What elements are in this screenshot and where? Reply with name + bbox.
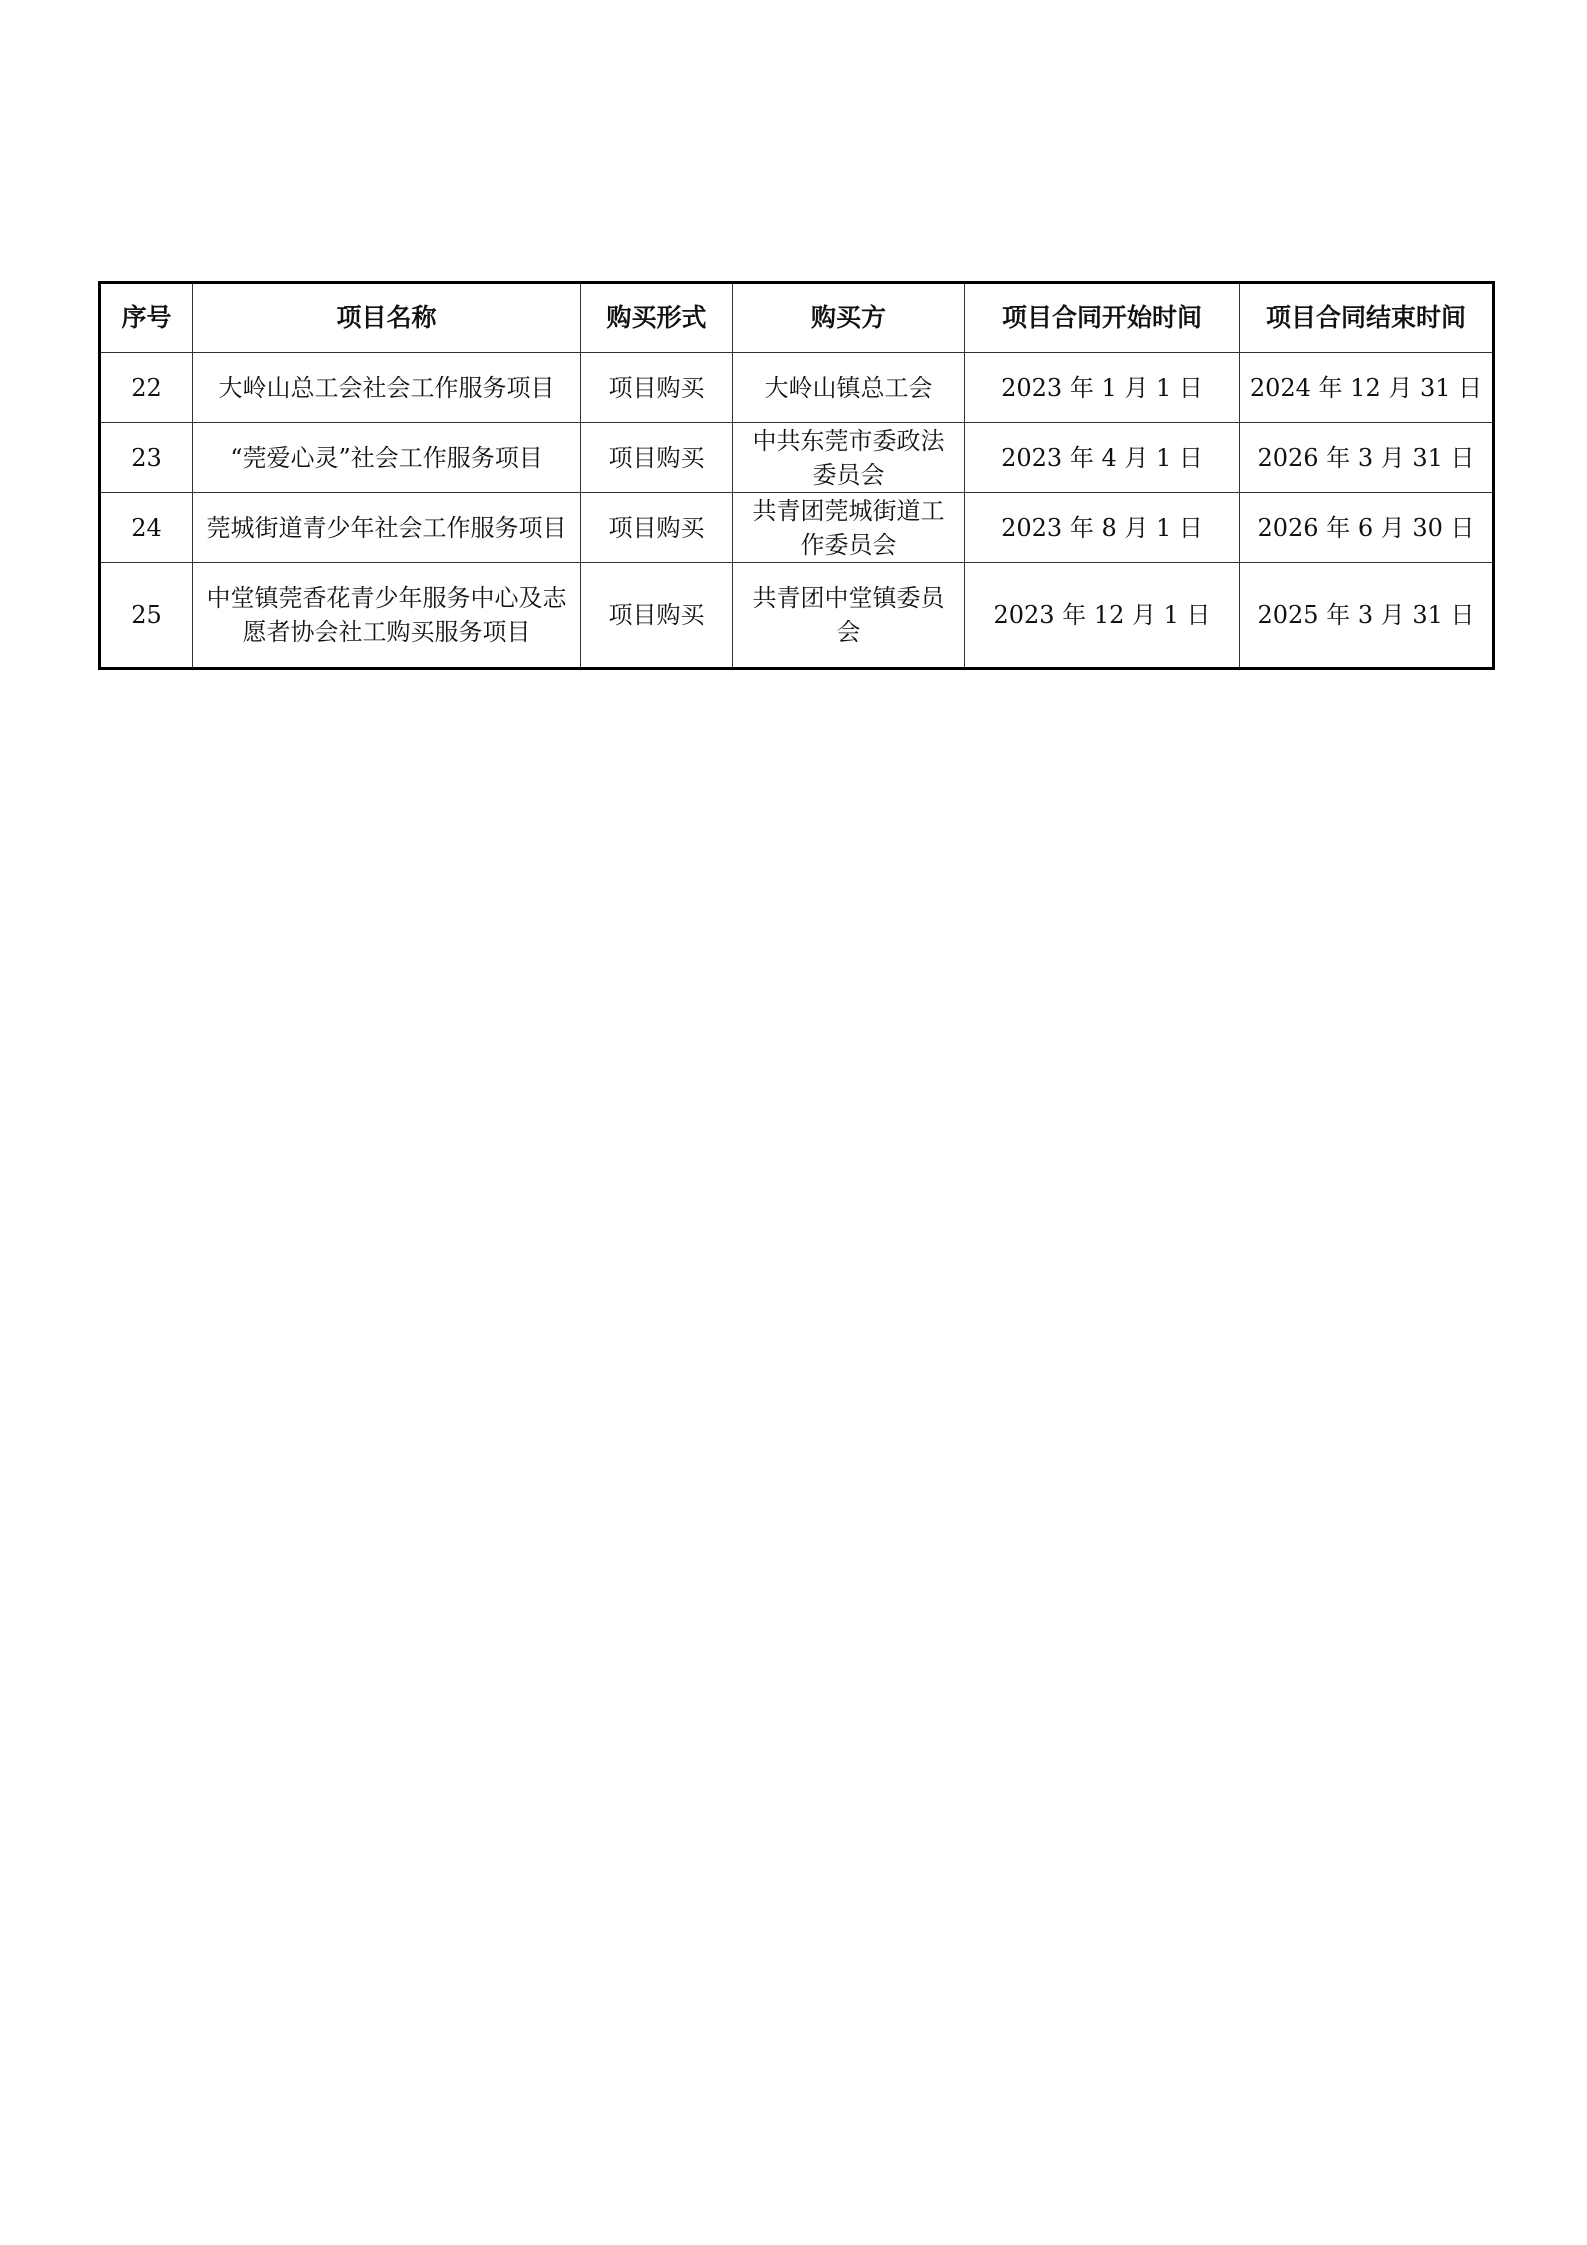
header-contract-end: 项目合同结束时间: [1240, 283, 1494, 353]
table-header-row: [100, 283, 1494, 353]
cell-buyer: [733, 353, 965, 423]
cell-serial-number: 23: [100, 423, 193, 493]
project-name-text: 中堂镇莞香花青少年服务中心及志愿者协会社工购买服务项目: [206, 584, 567, 646]
cell-project-name: [193, 493, 581, 563]
header-buyer: 购买方: [733, 283, 965, 353]
cell-contract-start: 2023 年 12 月 1 日: [965, 563, 1240, 669]
buyer-text: 中共东莞市委政法委员会: [752, 426, 945, 489]
cell-project-name: [193, 563, 581, 669]
table-row: [100, 423, 1494, 493]
cell-buyer: [733, 423, 965, 493]
table-row: [100, 353, 1494, 423]
table-row: [100, 493, 1494, 563]
cell-contract-end: 2024 年 12 月 31 日: [1240, 353, 1494, 423]
cell-purchase-form: 项目购买: [581, 423, 733, 493]
cell-purchase-form: 项目购买: [581, 493, 733, 563]
cell-project-name: [193, 353, 581, 423]
cell-contract-start: 2023 年 1 月 1 日: [965, 353, 1240, 423]
table-row: [100, 563, 1494, 669]
cell-serial-number: 24: [100, 493, 193, 563]
cell-purchase-form: 项目购买: [581, 353, 733, 423]
header-purchase-form: 购买形式: [581, 283, 733, 353]
buyer-text: 共青团莞城街道工作委员会: [752, 496, 945, 559]
cell-contract-end: 2026 年 3 月 31 日: [1240, 423, 1494, 493]
cell-project-name: [193, 423, 581, 493]
cell-buyer: [733, 563, 965, 669]
header-serial-number: 序号: [100, 283, 193, 353]
project-name-text: “莞爱心灵”社会工作服务项目: [230, 443, 543, 472]
cell-contract-end: 2026 年 6 月 30 日: [1240, 493, 1494, 563]
cell-contract-start: 2023 年 8 月 1 日: [965, 493, 1240, 563]
cell-contract-end: 2025 年 3 月 31 日: [1240, 563, 1494, 669]
header-project-name: 项目名称: [193, 283, 581, 353]
cell-purchase-form: 项目购买: [581, 563, 733, 669]
project-name-text: 大岭山总工会社会工作服务项目: [218, 373, 555, 402]
cell-buyer: [733, 493, 965, 563]
buyer-text: 共青团中堂镇委员会: [752, 584, 945, 646]
cell-serial-number: 22: [100, 353, 193, 423]
project-name-text: 莞城街道青少年社会工作服务项目: [206, 513, 567, 542]
cell-contract-start: 2023 年 4 月 1 日: [965, 423, 1240, 493]
buyer-text: 大岭山镇总工会: [764, 373, 933, 402]
cell-serial-number: 25: [100, 563, 193, 669]
header-contract-start: 项目合同开始时间: [965, 283, 1240, 353]
project-table: [98, 281, 1495, 670]
